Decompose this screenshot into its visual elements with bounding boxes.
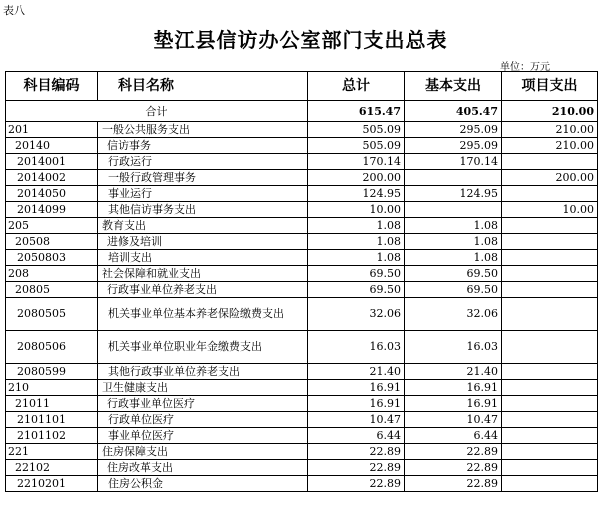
row-total: 1.08 [308,250,405,266]
row-total: 1.08 [308,218,405,234]
row-total: 505.09 [308,138,405,154]
row-total: 170.14 [308,154,405,170]
row-basic: 1.08 [405,218,502,234]
row-code: 2080599 [6,364,98,380]
row-name: 一般行政管理事务 [98,170,308,186]
table-row [6,298,598,331]
row-basic: 6.44 [405,428,502,444]
row-project [502,428,598,444]
row-project [502,476,598,492]
row-project [502,234,598,250]
row-code: 210 [6,380,98,396]
table-row [6,234,598,250]
header-basic: 基本支出 [405,72,502,101]
row-total: 21.40 [308,364,405,380]
header-name: 科目名称 [98,72,308,101]
row-total: 69.50 [308,266,405,282]
row-basic: 21.40 [405,364,502,380]
row-total: 69.50 [308,282,405,298]
table-row [6,138,598,154]
row-basic: 10.47 [405,412,502,428]
total-label: 合计 [6,101,308,122]
table-row [6,250,598,266]
row-name: 事业运行 [98,186,308,202]
row-project [502,250,598,266]
row-name: 行政事业单位医疗 [98,396,308,412]
row-basic: 22.89 [405,460,502,476]
row-basic: 124.95 [405,186,502,202]
row-project [502,186,598,202]
row-project [502,331,598,364]
row-project [502,364,598,380]
table-row [6,202,598,218]
row-basic: 69.50 [405,282,502,298]
row-total: 505.09 [308,122,405,138]
table-row [6,331,598,364]
row-code: 2014001 [6,154,98,170]
row-code: 2014099 [6,202,98,218]
row-code: 2101102 [6,428,98,444]
row-name: 进修及培训 [98,234,308,250]
row-code: 2014050 [6,186,98,202]
table-row [6,396,598,412]
row-code: 205 [6,218,98,234]
row-total: 6.44 [308,428,405,444]
row-code: 2210201 [6,476,98,492]
row-basic: 295.09 [405,122,502,138]
row-basic: 1.08 [405,234,502,250]
table-row [6,460,598,476]
row-project: 210.00 [502,138,598,154]
row-project [502,460,598,476]
row-code: 21011 [6,396,98,412]
row-basic: 32.06 [405,298,502,331]
table-row [6,154,598,170]
total-row [6,101,598,122]
table-row [6,380,598,396]
row-project [502,266,598,282]
row-project [502,282,598,298]
row-project [502,444,598,460]
row-name: 事业单位医疗 [98,428,308,444]
table-row [6,122,598,138]
row-name: 住房改革支出 [98,460,308,476]
row-code: 201 [6,122,98,138]
row-total: 32.06 [308,298,405,331]
table-row [6,412,598,428]
row-basic: 69.50 [405,266,502,282]
row-name: 信访事务 [98,138,308,154]
expenditure-table [5,71,598,492]
table-row [6,364,598,380]
row-code: 22102 [6,460,98,476]
row-basic [405,202,502,218]
row-project: 210.00 [502,122,598,138]
row-project [502,154,598,170]
row-project: 200.00 [502,170,598,186]
table-row [6,476,598,492]
row-code: 20508 [6,234,98,250]
total-basic: 405.47 [405,101,502,122]
row-name: 住房公积金 [98,476,308,492]
table-row [6,282,598,298]
row-code: 221 [6,444,98,460]
row-name: 一般公共服务支出 [98,122,308,138]
row-project: 10.00 [502,202,598,218]
header-code: 科目编码 [6,72,98,101]
row-basic: 16.91 [405,396,502,412]
table-row [6,170,598,186]
table-row [6,218,598,234]
unit-label: 单位：万元 [500,62,550,73]
page-title: 垫江县信访办公室部门支出总表 [153,28,448,52]
row-name: 其他行政事业单位养老支出 [98,364,308,380]
row-name: 行政单位医疗 [98,412,308,428]
sheet-tag: 表八 [3,4,25,17]
row-project [502,380,598,396]
header-total: 总计 [308,72,405,101]
row-name: 行政事业单位养老支出 [98,282,308,298]
row-total: 10.00 [308,202,405,218]
row-basic: 295.09 [405,138,502,154]
row-basic: 1.08 [405,250,502,266]
row-name: 其他信访事务支出 [98,202,308,218]
row-basic [405,170,502,186]
row-basic: 170.14 [405,154,502,170]
row-name: 卫生健康支出 [98,380,308,396]
row-project [502,218,598,234]
row-project [502,412,598,428]
total-total: 615.47 [308,101,405,122]
table-row [6,428,598,444]
row-code: 2101101 [6,412,98,428]
row-total: 22.89 [308,460,405,476]
row-total: 22.89 [308,476,405,492]
row-name: 行政运行 [98,154,308,170]
total-project: 210.00 [502,101,598,122]
row-code: 20140 [6,138,98,154]
row-code: 2014002 [6,170,98,186]
row-code: 20805 [6,282,98,298]
row-project [502,396,598,412]
row-total: 16.03 [308,331,405,364]
row-basic: 16.03 [405,331,502,364]
row-code: 2080505 [6,298,98,331]
table-row [6,444,598,460]
row-name: 培训支出 [98,250,308,266]
table-row [6,186,598,202]
row-total: 124.95 [308,186,405,202]
row-name: 社会保障和就业支出 [98,266,308,282]
row-project [502,298,598,331]
row-code: 208 [6,266,98,282]
row-total: 16.91 [308,380,405,396]
row-name: 机关事业单位职业年金缴费支出 [98,331,308,364]
table-header-row [6,72,598,101]
row-code: 2080506 [6,331,98,364]
row-basic: 16.91 [405,380,502,396]
row-code: 2050803 [6,250,98,266]
row-total: 10.47 [308,412,405,428]
row-name: 住房保障支出 [98,444,308,460]
row-total: 22.89 [308,444,405,460]
row-total: 1.08 [308,234,405,250]
row-name: 教育支出 [98,218,308,234]
row-total: 200.00 [308,170,405,186]
table-row [6,266,598,282]
header-project: 项目支出 [502,72,598,101]
row-total: 16.91 [308,396,405,412]
row-basic: 22.89 [405,444,502,460]
row-basic: 22.89 [405,476,502,492]
row-name: 机关事业单位基本养老保险缴费支出 [98,298,308,331]
